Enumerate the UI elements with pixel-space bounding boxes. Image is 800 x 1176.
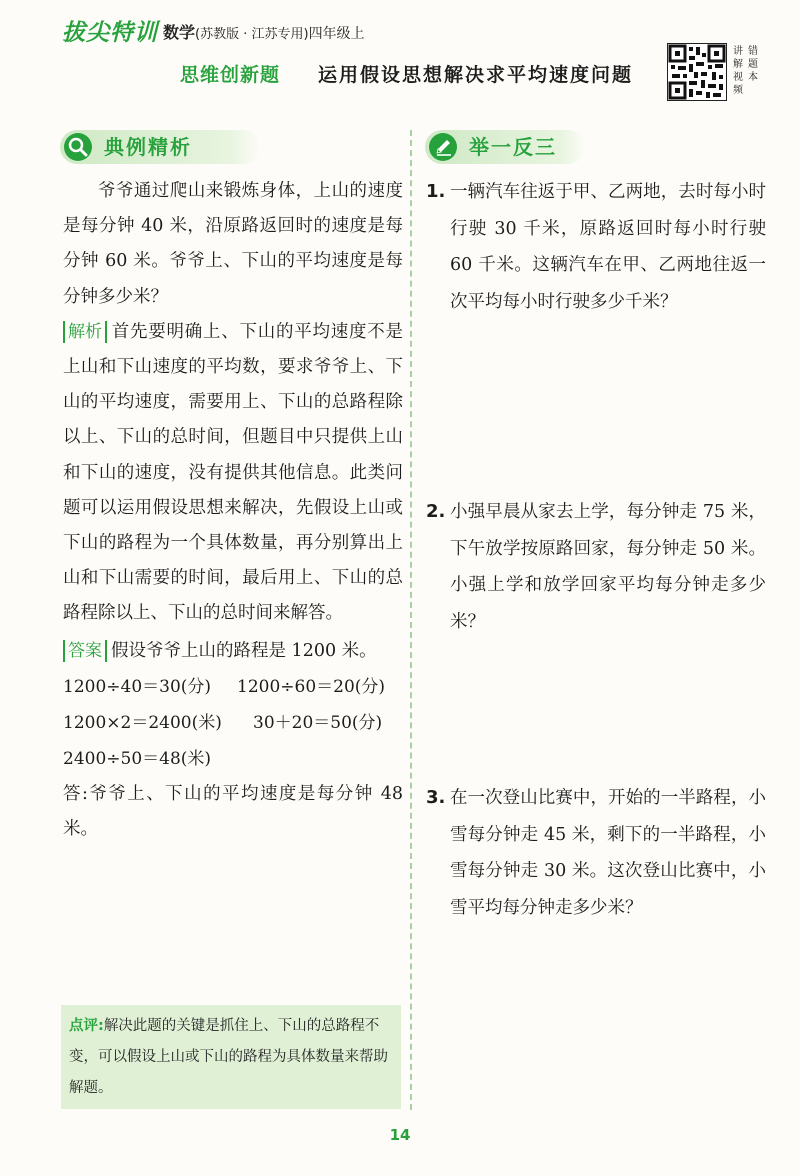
- pencil-icon: [429, 133, 457, 161]
- page-number: 14: [389, 1126, 411, 1144]
- column-divider: [410, 130, 412, 1110]
- chapter-title: 运用假设思想解决求平均速度问题: [318, 64, 634, 86]
- problem-number: 2.: [426, 501, 446, 522]
- answer-tag: 答案: [63, 640, 107, 662]
- analysis-paragraph: [63, 315, 403, 632]
- example-content: [63, 174, 403, 847]
- final-answer: 答:爷爷上、下山的平均速度是每分钟 48 米。: [63, 783, 403, 840]
- comment-box: [61, 1005, 401, 1109]
- practice-problem-1: [426, 174, 766, 320]
- chapter-label: 思维创新题: [180, 64, 281, 86]
- brand-logo: 拔尖特训: [62, 20, 158, 46]
- practice-problem-2: [426, 494, 766, 640]
- edition: (苏教版 · 江苏专用): [195, 27, 309, 42]
- comment-text: 解决此题的关键是抓住上、下山的总路程不变，可以假设上山或下山的路程为具体数量来帮助解题。: [69, 1018, 388, 1096]
- analysis-tag: 解析: [63, 321, 107, 343]
- qr-code-icon[interactable]: [667, 43, 727, 101]
- problem-text: 一辆汽车往返于甲、乙两地，去时每小时行驶 30 千米，原路返回时每小时行驶 60 千米。这辆汽车在甲、乙两地往返一次平均每小时行驶多少千米？: [450, 182, 766, 312]
- problem-text: 在一次登山比赛中，开始的一半路程，小雪每分钟走 45 米，剩下的一半路程，小雪每分钟走 30 米。这次登山比赛中，小雪平均每分钟走多少米？: [450, 788, 766, 918]
- problem-text: 小强早晨从家去上学，每分钟走 75 米，下午放学按原路回家，每分钟走 50 米。小强上学和放学回家平均每分钟走多少米？: [450, 502, 766, 632]
- calc-line-2: [63, 705, 403, 741]
- section-header-practice: [425, 130, 585, 164]
- analysis-text: 首先要明确上、下山的平均速度不是上山和下山速度的平均数，要求爷爷上、下山的平均速度，需要用上、下山的总路程除以上、下山的总时间，但题目中只提供上山和下山的速度，没有提供其他信息。此类问题可以运用假设思想来解决，先假设上山或下山的路程为一个具体数量，再分别算出上山和下山需要的时间，最后用上、下山的总路程除以上、下山的总时间来解答。: [63, 321, 403, 624]
- problem-number: 1.: [426, 181, 446, 202]
- book-info: [163, 20, 365, 43]
- section-header-example: [60, 130, 260, 164]
- magnifier-icon: [64, 133, 92, 161]
- section-title: 典例精析: [104, 135, 192, 159]
- calc-line-1: [63, 669, 403, 705]
- practice-problem-3: [426, 780, 766, 926]
- qr-label-mistakes: 错题本: [748, 46, 758, 83]
- example-problem: 爷爷通过爬山来锻炼身体，上山的速度是每分钟 40 米，沿原路返回时的速度是每分钟 60 米。爷爷上、下山的平均速度是每分钟多少米？: [63, 181, 403, 307]
- calc-3: 2400÷50＝48(米): [63, 748, 212, 769]
- subject: 数学: [163, 23, 196, 42]
- calc-1a: 1200÷40＝30(分): [63, 676, 212, 697]
- answer-paragraph: [63, 634, 403, 669]
- section-title: 举一反三: [469, 135, 557, 159]
- qr-label-video: 讲解视频: [733, 46, 743, 96]
- comment-tag: 点评:: [69, 1018, 104, 1034]
- answer-intro: 假设爷爷上山的路程是 1200 米。: [111, 640, 377, 661]
- grade: 四年级上: [308, 26, 365, 42]
- page-header: [0, 0, 800, 115]
- calc-line-3: [63, 741, 403, 777]
- calc-2a: 1200×2＝2400(米): [63, 712, 222, 733]
- calc-2b: 30＋20＝50(分): [253, 712, 383, 733]
- calc-1b: 1200÷60＝20(分): [237, 676, 386, 697]
- problem-number: 3.: [426, 787, 446, 808]
